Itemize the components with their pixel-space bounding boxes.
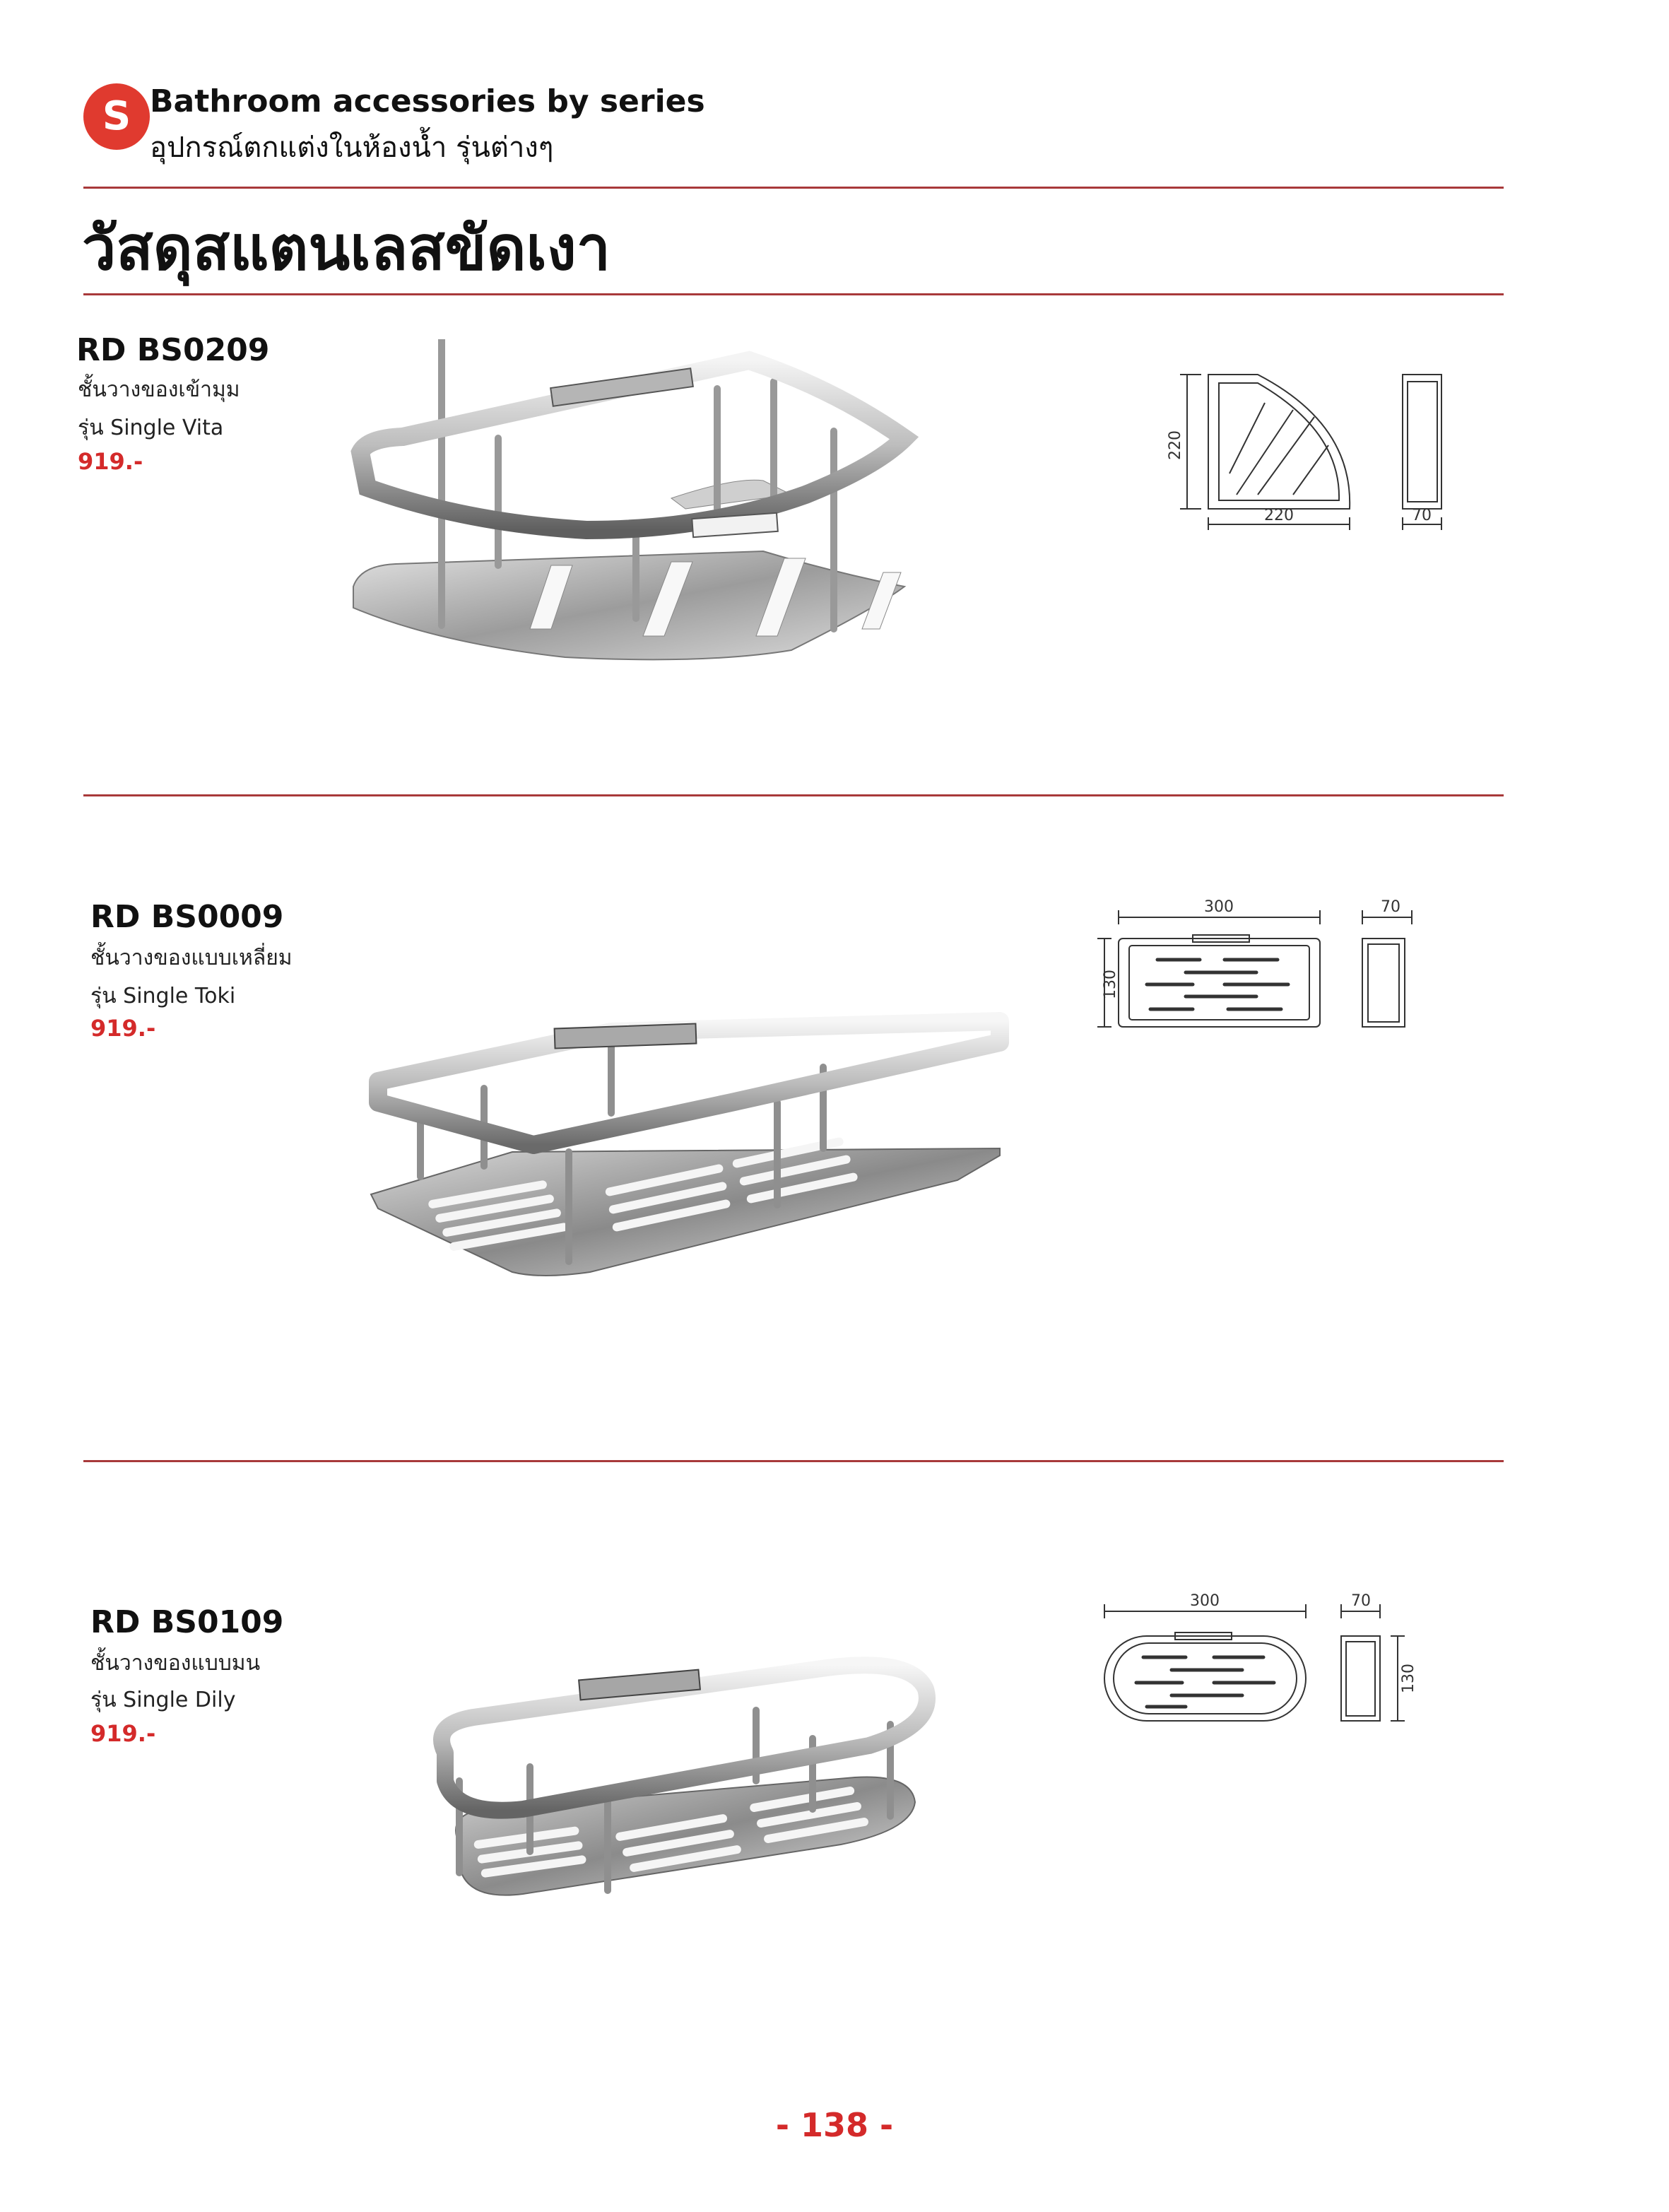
- product-code: RD BS0109: [90, 1604, 284, 1640]
- section-title: วัสดุสแตนเลสขัดเงา: [82, 213, 611, 284]
- dimension-label: 300: [1204, 898, 1234, 916]
- series-badge: S: [83, 83, 150, 150]
- product-price: 919.-: [90, 1015, 156, 1042]
- product-price: 919.-: [78, 448, 143, 475]
- product-model: รุ่น Single Toki: [90, 984, 236, 1008]
- product-name: ชั้นวางของเข้ามุม: [78, 377, 240, 402]
- rounded-shelf-diagram: [1094, 1590, 1433, 1731]
- product-code: RD BS0209: [76, 332, 270, 368]
- dimension-label: 70: [1351, 1592, 1371, 1610]
- product-model: รุ่น Single Vita: [78, 416, 224, 440]
- page-number: - 138 -: [775, 2106, 894, 2144]
- product-price: 919.-: [90, 1720, 156, 1747]
- product-name: ชั้นวางของแบบเหลี่ยม: [90, 946, 293, 970]
- dimension-label: 70: [1412, 507, 1432, 524]
- header-title-th: อุปกรณ์ตกแต่งในห้องน้ำ รุ่นต่างๆ: [150, 131, 554, 164]
- rounded-shelf-image: [417, 1632, 982, 1915]
- divider: [83, 293, 1504, 295]
- divider: [83, 187, 1504, 189]
- dimension-label: 130: [1102, 970, 1119, 999]
- rectangular-shelf-image: [364, 989, 1014, 1286]
- dimension-label: 220: [1167, 430, 1184, 460]
- product-code: RD BS0009: [90, 899, 284, 935]
- divider: [83, 1460, 1504, 1462]
- dimension-label: 300: [1190, 1592, 1220, 1610]
- product-model: รุ่น Single Dily: [90, 1688, 236, 1712]
- product-name: ชั้นวางของแบบมน: [90, 1651, 261, 1676]
- dimension-label: 70: [1381, 898, 1400, 916]
- dimension-label: 220: [1264, 507, 1294, 524]
- header-title-en: Bathroom accessories by series: [150, 83, 705, 119]
- corner-shelf-image: [339, 339, 1116, 664]
- rectangular-shelf-diagram: [1094, 896, 1433, 1037]
- corner-shelf-diagram: [1159, 360, 1470, 544]
- divider: [83, 794, 1504, 796]
- dimension-label: 130: [1400, 1664, 1417, 1693]
